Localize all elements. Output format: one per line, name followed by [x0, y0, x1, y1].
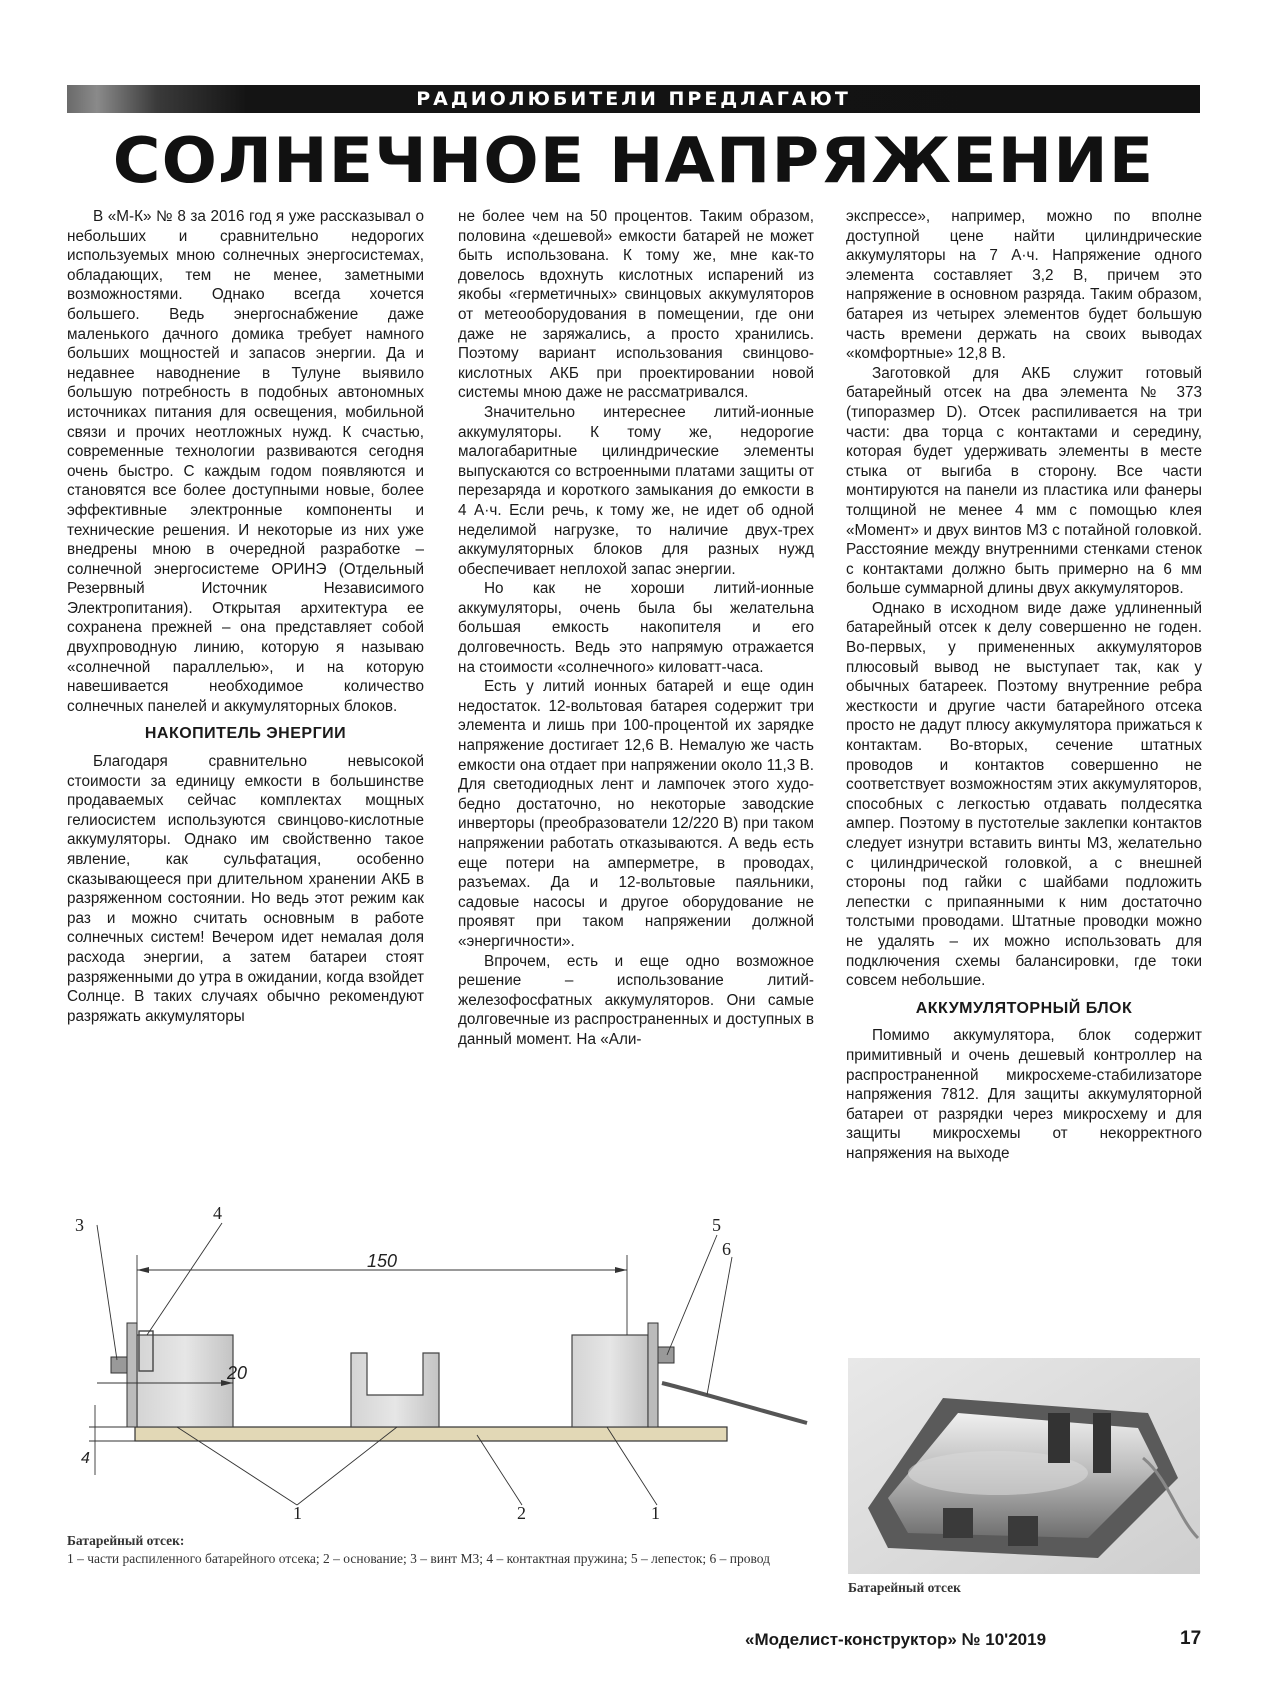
battery-compartment-drawing: [67, 1195, 812, 1530]
photo-caption: Батарейный отсек: [848, 1580, 961, 1595]
base-plate: [135, 1427, 727, 1441]
figure-caption: [67, 1532, 827, 1568]
figure-caption-title: Батарейный отсек:: [67, 1533, 185, 1548]
rubric-label: РАДИОЛЮБИТЕЛИ ПРЕДЛАГАЮТ: [416, 88, 851, 110]
label-6: 6: [722, 1239, 731, 1259]
label-1-left: 1: [293, 1503, 302, 1523]
dimension-label-4: 4: [81, 1450, 90, 1467]
right-screw: [658, 1347, 674, 1363]
left-screw: [111, 1357, 127, 1373]
footer-magazine: «Моделист-конструктор» № 10'2019: [745, 1630, 1047, 1649]
figure-caption-text: 1 – части распиленного батарейного отсека; 2 – основание; 3 – винт М3; 4 – контактная пружина; 5 – лепесток; 6 – провод: [67, 1551, 771, 1566]
label-4: 4: [213, 1203, 222, 1223]
rubric-bar: [67, 85, 1200, 113]
paragraph: Есть у литий ионных батарей и еще один недостаток. 12-вольтовая батарея содержит три элемента и лишь при 100-процентой их зарядке напряжение достигает 12,6 В. Немалую же часть емкости она отдает при напряжении около 11,3 В. Для светодиодных лент и лампочек этого худо-бедно достаточно, но некоторые заводские инверторы (преобразователи 12/220 В) при таком напряжении работать отказываются. А ведь есть еще потери на амперметре, в проводах, разъемах. Да и 12-вольтовые паяльники, садовые насосы и другое оборудование не проявят при таком напряжении должной «энергичности».: [458, 678, 814, 950]
paragraph: Впрочем, есть и еще одно возможное решение – использование литий-железофосфатных аккумуляторов. Они самые долговечные из распространенных и доступных в данный момент. На «Али-: [458, 952, 814, 1048]
paragraph: Помимо аккумулятора, блок содержит примитивный и очень дешевый контроллер на распространенной микросхеме-стабилизаторе напряжения 7812. Для защиты аккумуляторной батареи от разрядки через микросхему и для защиты микросхемы от некорректного напряжения на выходе: [846, 1027, 1202, 1162]
text-column-1: [67, 207, 424, 1026]
left-end-part: [137, 1335, 233, 1427]
section-heading: АККУМУЛЯТОРНЫЙ БЛОК: [915, 999, 1133, 1017]
article-title: СОЛНЕЧНОЕ НАПРЯЖЕНИЕ: [112, 124, 1155, 197]
paragraph: Значительно интереснее литий-ионные аккумуляторы. К тому же, недорогие малогабаритные цилиндрические элементы выпускаются со встроенными платами защиты от перезаряда и короткого замыкания до емкости в 4 А·ч. Если речь, к тому же, не идет об одной неделимой нагрузке, то наличие двух-трех аккумуляторных блоков для разных нужд обеспечивает неплохой запас энергии.: [458, 403, 814, 578]
section-heading: НАКОПИТЕЛЬ ЭНЕРГИИ: [144, 725, 347, 743]
text-column-3: [846, 207, 1202, 1164]
dimension-label-150: 150: [367, 1251, 398, 1271]
paragraph: Но как не хороши литий-ионные аккумуляторы, очень была бы желательна большая емкость накопителя и его долговечность. Ведь это напрямую отражается на стоимости «солнечного» киловатт-часа.: [458, 580, 814, 676]
paragraph: Благодаря сравнительно невысокой стоимости за единицу емкости в большинстве продаваемых сейчас комплектах мощных гелиосистем используются свинцово-кислотные аккумуляторы. Однако им свойственно такое явление, как сульфатация, особенно сказывающееся при длительном хранении АКБ в разряженном состоянии. Но ведь этот режим как раз и можно считать основным в работе солнечных систем! Вечером идет немалая доля расхода энергии, а затем батареи стоят разряженными до утра в ожидании, когда взойдет Солнце. В таких случаях обычно рекомендуют разряжать аккумуляторы: [67, 753, 424, 1025]
paragraph: Заготовкой для АКБ служит готовый батарейный отсек на два элемента № 373 (типоразмер D). Отсек распиливается на три части: два торца с контактами и середину, которая будет удерживать элементы в месте стыка от выгиба в сторону. Все части монтируются на панели из пластика или фанеры толщиной не менее 4 мм с помощью клея «Момент» и двух винтов М3 с потайной головкой. Расстояние между внутренними стенками стенок с контактами должно быть примерно на 6 мм больше суммарной длины двух аккумуляторов.: [846, 364, 1202, 598]
battery-compartment-photo: [848, 1358, 1200, 1574]
left-contact-plate: [127, 1323, 137, 1427]
paragraph: не более чем на 50 процентов. Таким образом, половина «дешевой» емкости батарей не может быть использована. К тому же, мне как-то довелось вдохнуть кислотных испарений из якобы «герметичных» свинцовых аккумуляторов от метеооборудования в помещении, где они даже не заряжались, а просто хранились. Поэтому вариант использования свинцово-кислотных АКБ при проектировании новой системы мною даже не рассматривался.: [458, 208, 814, 402]
label-1-right: 1: [651, 1503, 660, 1523]
dimension-label-20: 20: [227, 1363, 248, 1383]
middle-part: [351, 1353, 439, 1427]
paragraph: В «М-К» № 8 за 2016 год я уже рассказывал о небольших и сравнительно недорогих используемых мною солнечных энергосистемах, обладающих, тем не менее, заметными возможностями. Однако всегда хочется большего. Ведь энергоснабжение даже маленького дачного домика требует намного больших мощностей и запасов энергии. Да и недавнее наводнение в Тулуне выявило большую потребность в подобных автономных источниках питания для освещения, мобильной связи и прочих неотложных нужд. К счастью, современные технологии развиваются сегодня очень быстро. С каждым годом появляются и становятся все более доступными новые, более эффективные электронные компоненты и технические решения. И некоторые из них уже внедрены мною в очередной разработке – солнечной энергосистеме ОРИНЭ (Отдельный Резервный Источник Независимого Электропитания). Открытая архитектура ее сохранена прежней – она представляет собой двухпроводную линию, которую я называю «солнечной параллелью», и на которую навешивается необходимое количество солнечных панелей и аккумуляторных блоков.: [67, 208, 424, 715]
label-3: 3: [75, 1215, 84, 1235]
page-number: 17: [1180, 1628, 1202, 1649]
text-column-2: [458, 207, 814, 1050]
label-5: 5: [712, 1215, 721, 1235]
label-2: 2: [517, 1503, 526, 1523]
wire: [662, 1383, 807, 1423]
paragraph: Однако в исходном виде даже удлиненный батарейный отсек к делу совершенно не годен. Во-первых, у примененных аккумуляторов плюсовый вывод не выступает так, как у обычных батареек. Поэтому внутренние ребра жесткости и другие части батарейного отсека просто не дадут плюсу аккумулятора прижаться к контактам. Во-вторых, сечение штатных проводов и контактов совершенно не соответствует возможностям этих аккумуляторов, способных с легкостью отдавать полдесятка ампер. Поэтому в пустотелые заклепки контактов следует изнутри вставить винты М3, желательно с цилиндрической головкой, а с внешней стороны под гайки с шайбами подложить лепестки с припаянными к ним достаточно толстыми проводами. Штатные проводки можно не удалять – их можно использовать для подключения схемы балансировки, где токи совсем небольшие.: [846, 599, 1202, 990]
right-end-part: [572, 1335, 648, 1427]
right-contact-plate: [648, 1323, 658, 1427]
paragraph: экспрессе», например, можно по вполне доступной цене найти цилиндрические аккумуляторы на 7 А·ч. Напряжение одного элемента составляет 3,2 В, причем это напряжение в основном разряда. Таким образом, батарея из четырех элементов будет большую часть времени держать на своих выводах «комфортные» 12,8 В.: [846, 208, 1202, 363]
